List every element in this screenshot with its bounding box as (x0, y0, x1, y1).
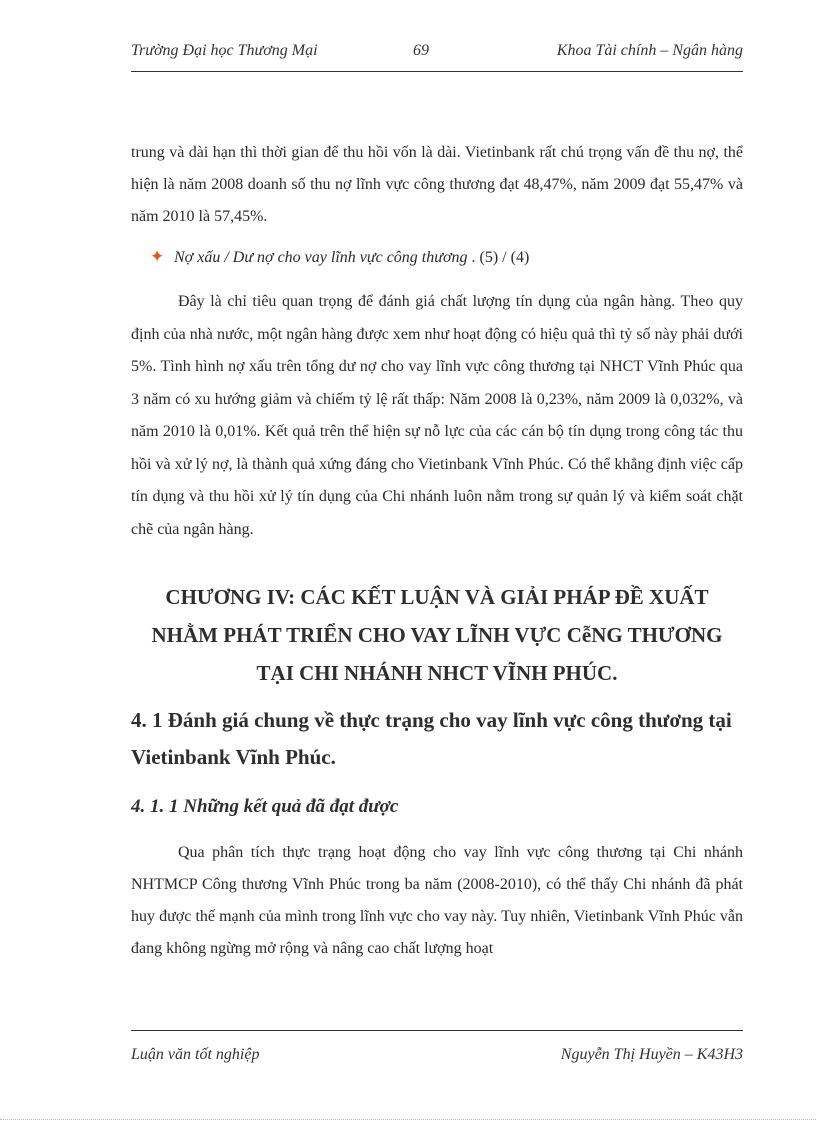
bullet-label: Nợ xấu / Dư nợ cho vay lĩnh vực công thương (174, 249, 468, 266)
header-page-number: 69 (413, 42, 429, 59)
paragraph-bad-debt: Đây là chỉ tiêu quan trọng để đánh giá chất lượng tín dụng của ngân hàng. Theo quy định của nhà nước, một ngân hàng được xem như hoạt động có hiệu quả thì tỷ số này phải dưới 5%. Tình hình nợ xấu trên tổng dư nợ cho vay lĩnh vực công thương tại NHCT Vĩnh Phúc qua 3 năm có xu hướng giảm và chiếm tỷ lệ rất thấp: Năm 2008 là 0,23%, năm 2009 là 0,032%, và năm 2010 là 0,01%. Kết quả trên thể hiện sự nỗ lực của các cán bộ tín dụng trong công tác thu hồi và xử lý nợ, là thành quả xứng đáng cho Vietinbank Vĩnh Phúc. Có thể khẳng định việc cấp tín dụng và thu hồi xử lý tín dụng của Chi nhánh luôn nằm trong sự quản lý và kiểm soát chặt chẽ của ngân hàng. (131, 293, 743, 538)
chapter-title-line-2: NHẰM PHÁT TRIỂN CHO VAY LĨNH VỰC CễNG THƯƠNG (151, 623, 723, 647)
chapter-title-line-1: CHƯƠNG IV: CÁC KẾT LUẬN VÀ GIẢI PHÁP ĐỀ XUẤT (165, 585, 709, 609)
header-university: Trường Đại học Thương Mại (131, 42, 318, 59)
bullet-bad-debt-ratio (150, 243, 529, 272)
subsection-title: 4. 1. 1 Những kết quả đã đạt được (131, 796, 399, 817)
chapter-title-line-3: TẠI CHI NHÁNH NHCT VĨNH PHÚC. (256, 661, 618, 685)
header-divider (131, 71, 743, 72)
footer-author: Nguyễn Thị Huyền – K43H3 (560, 1046, 743, 1063)
header-faculty: Khoa Tài chính – Ngân hàng (556, 42, 743, 59)
chapter-title (131, 578, 743, 692)
footer-thesis-label: Luận văn tốt nghiệp (131, 1046, 260, 1063)
diamond-star-bullet-icon: ✦ (150, 247, 165, 266)
bullet-formula: . (5) / (4) (471, 249, 530, 266)
paragraph-debt-collection: trung và dài hạn thì thời gian để thu hồi vốn là dài. Vietinbank rất chú trọng vấn đề thu nợ, thể hiện là năm 2008 doanh số thu nợ lĩnh vực công thương đạt 48,47%, năm 2009 đạt 55,47% và năm 2010 là 57,45%. (131, 144, 743, 225)
page-header (131, 42, 743, 64)
page-boundary (0, 1119, 816, 1120)
page-footer (131, 1046, 743, 1068)
paragraph-results: Qua phân tích thực trạng hoạt động cho vay lĩnh vực công thương tại Chi nhánh NHTMCP Công thương Vĩnh Phúc trong ba năm (2008-2010), có thể thấy Chi nhánh đã phát huy được thế mạnh của mình trong lĩnh vực cho vay này. Tuy nhiên, Vietinbank Vĩnh Phúc vẫn đang không ngừng mở rộng và nâng cao chất lượng hoạt (131, 844, 743, 957)
section-title: 4. 1 Đánh giá chung về thực trạng cho vay lĩnh vực công thương tại Vietinbank Vĩnh Phúc. (131, 708, 732, 769)
footer-divider (131, 1030, 743, 1031)
